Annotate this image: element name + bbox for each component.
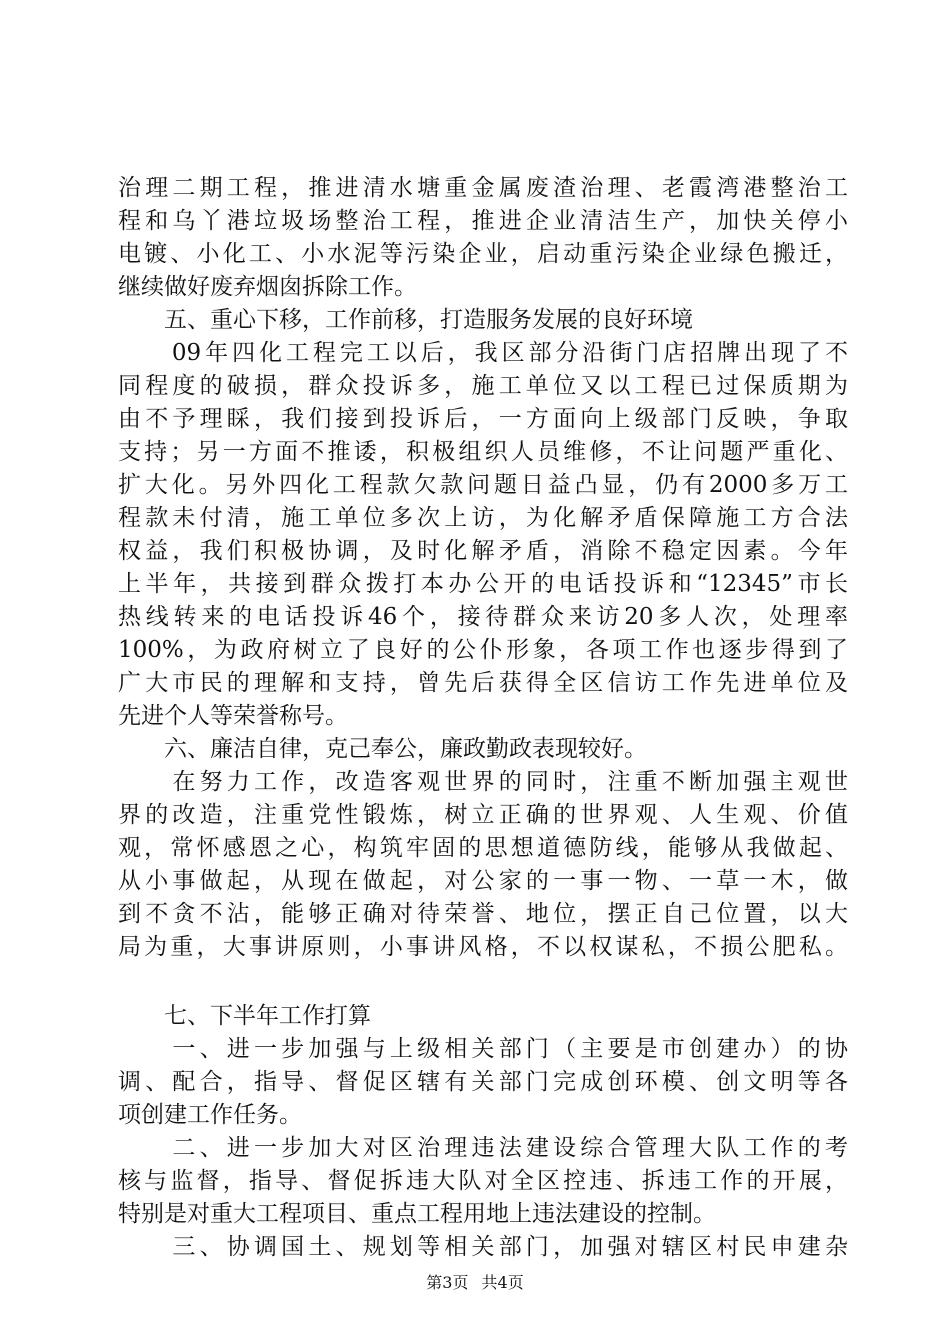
page-number: 第3页: [426, 1273, 469, 1292]
text-line: 程款未付清，施工单位多次上访，为化解矛盾保障施工方合法: [118, 505, 848, 531]
text-line: 一、进一步加强与上级相关部门（主要是市创建办）的协: [118, 1036, 848, 1062]
paragraph-gap: [118, 964, 848, 1000]
text-line: 扩大化。另外四化工程款欠款问题日益凸显，仍有2000多万工: [118, 472, 848, 498]
text-line: 三、协调国土、规划等相关部门，加强对辖区村民申建杂: [118, 1234, 848, 1260]
text-line: 程和乌丫港垃圾场整治工程，推进企业清洁生产，加快关停小: [118, 208, 848, 234]
text-line: 到不贪不沾，能够正确对待荣誉、地位，摆正自己位置，以大: [118, 901, 848, 927]
text-line: 由不予理睬，我们接到投诉后，一方面向上级部门反映，争取: [118, 406, 848, 432]
text-line: 调、配合，指导、督促区辖有关部门完成创环模、创文明等各: [118, 1069, 848, 1095]
text-line: 观，常怀感恩之心，构筑牢固的思想道德防线，能够从我做起、: [118, 835, 848, 861]
text-line: 六、廉洁自律，克己奉公，廉政勤政表现较好。: [118, 736, 647, 762]
text-line: 09年四化工程完工以后，我区部分沿街门店招牌出现了不: [118, 340, 848, 366]
text-line: 广大市民的理解和支持，曾先后获得全区信访工作先进单位及: [118, 670, 848, 696]
text-line: 权益，我们积极协调，及时化解矛盾，消除不稳定因素。今年: [118, 538, 848, 564]
text-line: 同程度的破损，群众投诉多，施工单位又以工程已过保质期为: [118, 373, 848, 399]
text-line: 支持；另一方面不推诿，积极组织人员维修，不让问题严重化、: [118, 439, 848, 465]
text-line: 继续做好废弃烟囱拆除工作。: [118, 274, 417, 300]
page-total: 共4页: [481, 1273, 524, 1292]
text-line: 七、下半年工作打算: [118, 1003, 371, 1029]
text-line: 特别是对重大工程项目、重点工程用地上违法建设的控制。: [118, 1201, 716, 1227]
text-line: 在努力工作，改造客观世界的同时，注重不断加强主观世: [118, 769, 848, 795]
text-line: 核与监督，指导、督促拆违大队对全区控违、拆违工作的开展，: [118, 1168, 848, 1194]
text-line: 治理二期工程，推进清水塘重金属废渣治理、老霞湾港整治工: [118, 175, 848, 201]
text-line: 热线转来的电话投诉46个，接待群众来访20多人次，处理率: [118, 604, 848, 630]
document-body: [118, 172, 848, 1264]
text-line: 上半年，共接到群众拨打本办公开的电话投诉和“12345”市长: [118, 571, 848, 597]
text-line: 局为重，大事讲原则，小事讲风格，不以权谋私，不损公肥私。: [118, 934, 848, 960]
text-line: 电镀、小化工、小水泥等污染企业，启动重污染企业绿色搬迁，: [118, 241, 848, 267]
page-footer: [0, 1272, 950, 1294]
text-line: 项创建工作任务。: [118, 1102, 302, 1128]
text-line: 先进个人等荣誉称号。: [118, 703, 348, 729]
text-line: 界的改造，注重党性锻炼，树立正确的世界观、人生观、价值: [118, 802, 848, 828]
text-line: 五、重心下移，工作前移，打造服务发展的良好环境: [118, 307, 693, 333]
text-line: 二、进一步加大对区治理违法建设综合管理大队工作的考: [118, 1135, 848, 1161]
text-line: 从小事做起，从现在做起，对公家的一事一物、一草一木，做: [118, 868, 848, 894]
text-line: 100%，为政府树立了良好的公仆形象，各项工作也逐步得到了: [118, 637, 848, 663]
